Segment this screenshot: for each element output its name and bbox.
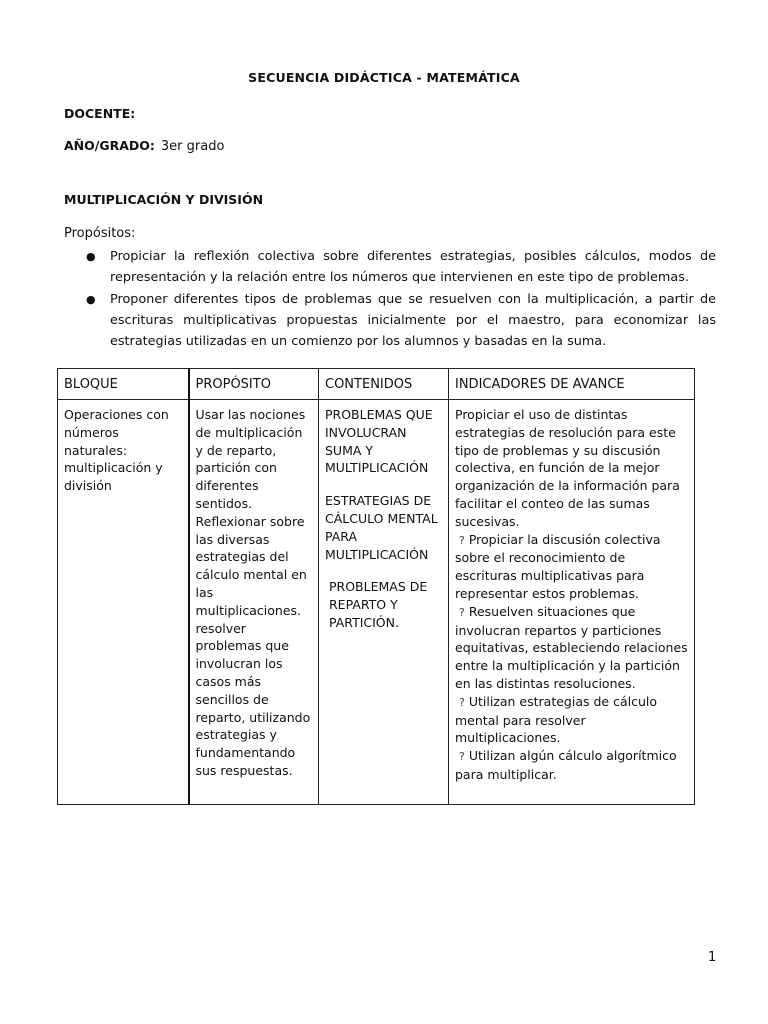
docente-label: DOCENTE: [64,106,136,121]
contenido-item: ESTRATEGIAS DE CÁLCULO MENTAL PARA MULTIPLICACIÓN [325,493,438,562]
table-row [58,400,695,805]
proposito-text: Proponer diferentes tipos de problemas que se resuelven con la multiplicación, a partir de escrituras multiplicativas propuestas inicialmente por el maestro, para economizar las estrategias utilizadas en un comienzo por los alumnos y basadas en la suma. [110,292,716,349]
table-header-row [58,369,695,400]
contenido-item: PROBLEMAS DE REPARTO Y PARTICIÓN. [329,579,428,630]
docente-field [64,106,141,122]
anio-grado-value: 3er grado [160,139,225,154]
header-indicadores: INDICADORES DE AVANCE [449,369,695,400]
document-title: SECUENCIA DIDÁCTICA - MATEMÁTICA [248,70,520,85]
missing-glyph-icon: ? [459,750,465,764]
page-number: 1 [708,950,717,965]
cell-proposito: Usar las nociones de multiplicación y de reparto, partición con diferentes sentidos. Reflexionar sobre las diversas estrategias del cálculo mental en las multiplicaciones. resolver problemas que involucran los casos más sencillos de reparto, utilizando estrategias y fundamentando sus respuestas. [189,400,319,805]
proposito-item [64,289,716,352]
indicador-text: Utilizan algún cálculo algorítmico para multiplicar. [455,748,677,782]
propositos-label: Propósitos: [64,226,136,241]
contenido-item: PROBLEMAS QUE INVOLUCRAN SUMA Y MULTIPLICACIÓN [325,407,433,476]
proposito-item [64,246,716,288]
indicador-item [455,693,688,747]
indicador-intro: Propiciar el uso de distintas estrategias de resolución para este tipo de problemas y su discusión colectiva, en función de la mejor organización de la información para facilitar el conteo de las sumas sucesivas. [455,407,680,529]
missing-glyph-icon: ? [459,533,465,547]
cell-indicadores [449,400,695,805]
cell-contenidos [319,400,449,805]
indicador-item [455,531,688,603]
bullet-icon: ● [86,293,96,306]
header-proposito: PROPÓSITO [189,369,319,400]
missing-glyph-icon: ? [459,605,465,619]
didactic-table [57,368,695,805]
anio-grado-label: AÑO/GRADO: [64,138,155,153]
missing-glyph-icon: ? [459,695,465,709]
indicador-text: Propiciar la discusión colectiva sobre el reconocimiento de escrituras multiplicativas para representar estos problemas. [455,531,661,601]
indicador-text: Resuelven situaciones que involucran repartos y particiones equitativas, estableciendo relaciones entre la multiplicación y la partición en las distintas resoluciones. [455,603,688,691]
indicador-item [455,747,688,784]
propositos-list [64,246,716,353]
header-contenidos: CONTENIDOS [319,369,449,400]
indicador-text: Utilizan estrategias de cálculo mental para resolver multiplicaciones. [455,693,657,746]
bullet-icon: ● [86,250,96,263]
header-bloque: BLOQUE [58,369,189,400]
section-title: MULTIPLICACIÓN Y DIVISIÓN [64,192,264,207]
anio-grado-field [64,138,224,154]
cell-bloque: Operaciones con números naturales: multiplicación y división [58,400,189,805]
proposito-text: Propiciar la reflexión colectiva sobre diferentes estrategias, posibles cálculos, modos de representación y la relación entre los números que intervienen en este tipo de problemas. [110,249,716,285]
indicador-item [455,603,688,693]
